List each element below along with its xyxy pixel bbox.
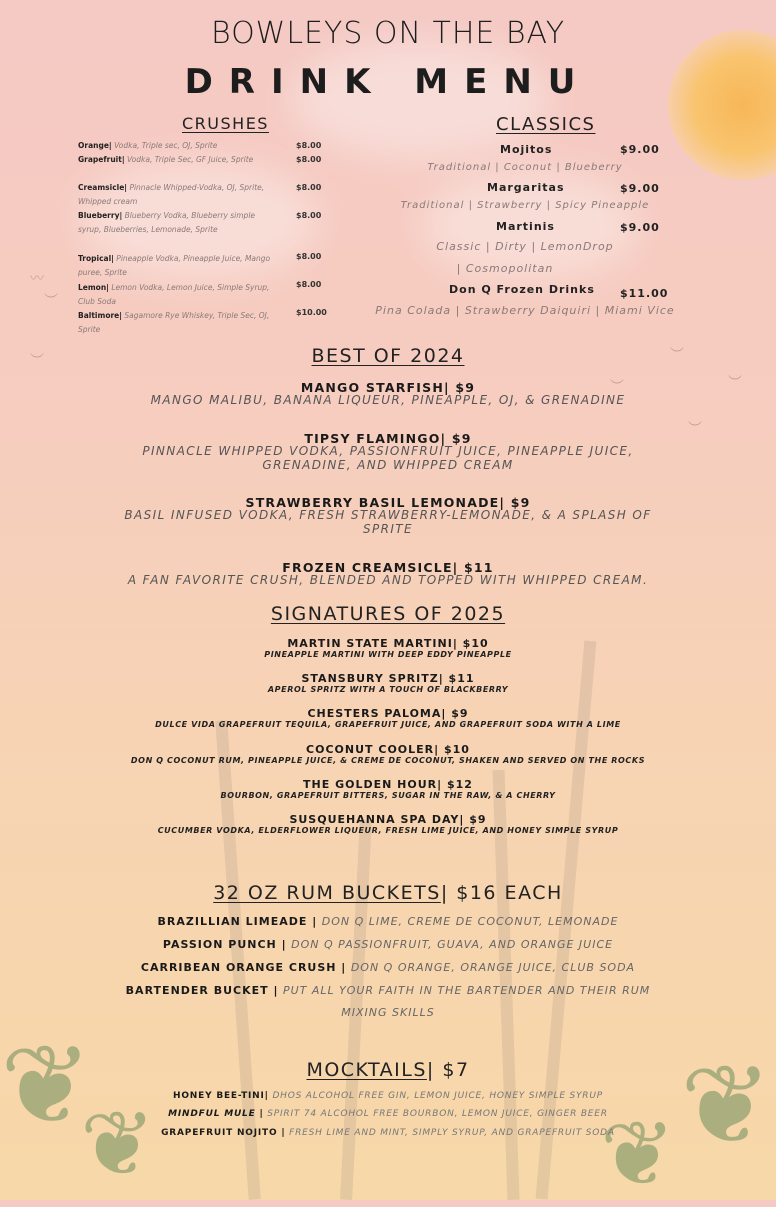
- list-item-continued: MIXING SKILLS: [341, 1006, 435, 1019]
- price: $10.00: [296, 308, 327, 317]
- menu-item-desc: Traditional | Strawberry | Spicy Pineapple: [400, 200, 650, 211]
- menu-item-crush: Lemon| Lemon Vodka, Lemon Juice, Simple Syrup, Club Soda: [78, 283, 270, 306]
- menu-item-crush: Baltimore| Sagamore Rye Whiskey, Triple Sec, OJ, Sprite: [78, 311, 270, 334]
- price: $9.00: [620, 143, 660, 156]
- page-subtitle: DRINK MENU: [184, 62, 592, 102]
- bird-icon: ︶: [728, 375, 742, 391]
- menu-item-name: COCONUT COOLER| $10: [306, 743, 470, 756]
- price: $8.00: [296, 155, 322, 164]
- bird-icon: ︶: [670, 347, 684, 363]
- palm-leaf-icon: ❦: [680, 1041, 773, 1169]
- mocktails-heading: MOCKTAILS: [306, 1059, 427, 1081]
- menu-item-desc: Traditional | Coconut | Blueberry: [427, 162, 623, 173]
- price: $9.00: [620, 182, 660, 195]
- sun-icon: [668, 30, 776, 180]
- menu-item-desc: Classic | Dirty | LemonDrop: [436, 240, 614, 253]
- menu-item-name: Mojitos: [500, 143, 553, 156]
- list-item: HONEY BEE-TINI| DHOS ALCOHOL FREE GIN, LEMON JUICE, HONEY SIMPLE SYRUP: [173, 1091, 603, 1101]
- price: $8.00: [296, 183, 322, 192]
- signatures-heading: SIGNATURES OF 2025: [270, 603, 506, 625]
- list-item: GRAPEFRUIT NOJITO | FRESH LIME AND MINT, SIMPLY SYRUP, AND GRAPEFRUIT SODA: [161, 1128, 615, 1138]
- classics-heading: CLASSICS: [496, 114, 596, 135]
- bird-icon: ︶: [610, 379, 624, 395]
- menu-item-name: THE GOLDEN HOUR| $12: [303, 778, 473, 791]
- menu-item-crush: Grapefruit| Vodka, Triple Sec, GF Juice, Sprite: [78, 155, 254, 164]
- list-item: CARRIBEAN ORANGE CRUSH | DON Q ORANGE, ORANGE JUICE, CLUB SODA: [140, 961, 636, 974]
- menu-item-name: Don Q Frozen Drinks: [449, 283, 595, 296]
- list-item: MINDFUL MULE | SPIRIT 74 ALCOHOL FREE BOURBON, LEMON JUICE, GINGER BEER: [168, 1109, 608, 1119]
- menu-item-desc: BOURBON, GRAPEFRUIT BITTERS, SUGAR IN THE RAW, & A CHERRY: [220, 791, 556, 800]
- palm-leaf-icon: ❦: [0, 1021, 93, 1149]
- menu-item-crush: Orange| Vodka, Triple sec, OJ, Sprite: [78, 141, 218, 150]
- menu-item-name: STANSBURY SPRITZ| $11: [301, 672, 475, 685]
- menu-item-name: CHESTERS PALOMA| $9: [307, 707, 469, 720]
- price: $9.00: [620, 221, 660, 234]
- menu-item-name: SUSQUEHANNA SPA DAY| $9: [289, 813, 487, 826]
- menu-item-desc: DON Q COCONUT RUM, PINEAPPLE JUICE, & CREME DE COCONUT, SHAKEN AND SERVED ON THE ROCKS: [130, 756, 646, 765]
- bird-icon: ︶: [30, 353, 44, 369]
- menu-item-desc: SPRITE: [362, 522, 414, 536]
- mocktails-price: | $7: [426, 1059, 470, 1081]
- price: $11.00: [620, 287, 669, 300]
- menu-item-name: TIPSY FLAMINGO| $9: [304, 431, 472, 446]
- palm-leaf-icon: ❦: [80, 1092, 156, 1197]
- menu-item-name: Margaritas: [487, 181, 565, 194]
- menu-item-desc: CUCUMBER VODKA, ELDERFLOWER LIQUEUR, FRESH LIME JUICE, AND HONEY SIMPLE SYRUP: [157, 826, 619, 835]
- menu-item-desc: MANGO MALIBU, BANANA LIQUEUR, PINEAPPLE, OJ, & GRENADINE: [150, 393, 626, 407]
- menu-item-name: MANGO STARFISH| $9: [300, 380, 476, 395]
- menu-item-desc: APEROL SPRITZ WITH A TOUCH OF BLACKBERRY: [267, 685, 509, 694]
- price: $8.00: [296, 141, 322, 150]
- bird-icon: ︶: [688, 421, 702, 437]
- price: $8.00: [296, 211, 322, 220]
- crushes-heading: CRUSHES: [182, 114, 269, 133]
- menu-item-desc: PINNACLE WHIPPED VODKA, PASSIONFRUIT JUICE, PINEAPPLE JUICE,: [142, 444, 634, 458]
- list-item: BARTENDER BUCKET | PUT ALL YOUR FAITH IN THE BARTENDER AND THEIR RUM: [125, 984, 651, 997]
- menu-item-name: FROZEN CREAMSICLE| $11: [282, 560, 494, 575]
- list-item: BRAZILLIAN LIMEADE | DON Q LIME, CREME DE COCONUT, LEMONADE: [157, 915, 619, 928]
- menu-item-crush: Creamsicle| Pinnacle Whipped-Vodka, OJ, Sprite, Whipped cream: [78, 183, 265, 206]
- menu-item-name: MARTIN STATE MARTINI| $10: [287, 637, 489, 650]
- menu-item-name: Martinis: [496, 220, 555, 233]
- menu-item-desc: A FAN FAVORITE CRUSH, BLENDED AND TOPPED WITH WHIPPED CREAM.: [127, 573, 649, 587]
- best-of-heading: BEST OF 2024: [311, 345, 465, 367]
- menu-item-name: STRAWBERRY BASIL LEMONADE| $9: [245, 495, 531, 510]
- menu-item-desc: GRENADINE, AND WHIPPED CREAM: [262, 458, 514, 472]
- price: $8.00: [296, 252, 322, 261]
- menu-item-desc: BASIL INFUSED VODKA, FRESH STRAWBERRY-LEMONADE, & A SPLASH OF: [124, 508, 652, 522]
- menu-item-desc: DULCE VIDA GRAPEFRUIT TEQUILA, GRAPEFRUIT JUICE, AND GRAPEFRUIT SODA WITH A LIME: [155, 720, 621, 729]
- menu-item-crush: Tropical| Pineapple Vodka, Pineapple Juice, Mango puree, Sprite: [78, 254, 271, 277]
- palm-leaf-icon: ❦: [600, 1102, 676, 1207]
- rum-buckets-heading: 32 OZ RUM BUCKETS: [213, 882, 441, 904]
- price: $8.00: [296, 280, 322, 289]
- menu-item-desc: Pina Colada | Strawberry Daiquiri | Miami Vice: [375, 304, 675, 317]
- list-item: PASSION PUNCH | DON Q PASSIONFRUIT, GUAVA, AND ORANGE JUICE: [162, 938, 614, 951]
- menu-item-desc: PINEAPPLE MARTINI WITH DEEP EDDY PINEAPPLE: [264, 650, 512, 659]
- menu-item-crush: Blueberry| Blueberry Vodka, Blueberry simple syrup, Blueberries, Lemonade, Sprite: [78, 211, 256, 234]
- menu-item-desc: | Cosmopolitan: [456, 262, 554, 275]
- page-title: BOWLEYS ON THE BAY: [210, 16, 566, 51]
- bird-icon: ︶: [44, 293, 58, 309]
- rum-buckets-price: | $16 EACH: [440, 882, 563, 904]
- bird-icon: 〰: [30, 271, 44, 287]
